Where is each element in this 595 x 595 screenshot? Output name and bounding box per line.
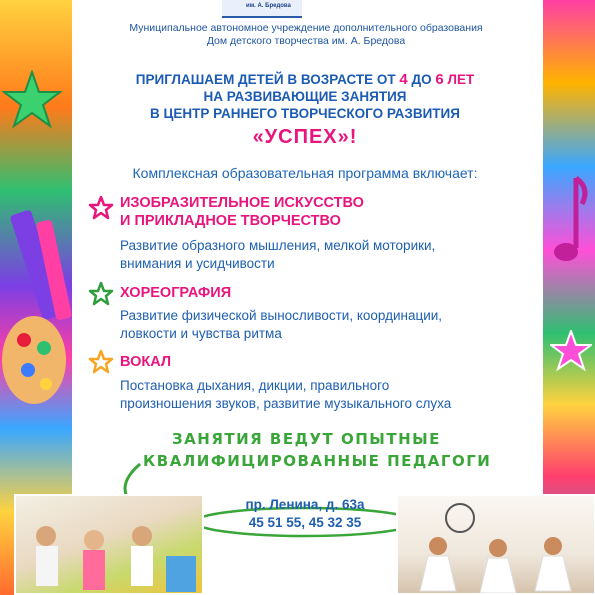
green-star-icon (88, 281, 114, 307)
green-star-decoration (2, 70, 62, 130)
music-note-decoration (548, 170, 592, 280)
invitation-age-prefix: ПРИГЛАШАЕМ ДЕТЕЙ В ВОЗРАСТЕ ОТ (135, 72, 400, 87)
children-illustration (16, 496, 204, 595)
teachers-line-1: ЗАНЯТИЯ ВЕДУТ ОПЫТНЫЕ (172, 430, 441, 448)
orange-star-icon (88, 349, 114, 375)
program-item-dance-title: ХОРЕОГРАФИЯ (120, 285, 232, 301)
invitation-line-2: НА РАЗВИВАЮЩИЕ ЗАНЯТИЯ (203, 89, 407, 104)
photo-dance-class (396, 494, 595, 595)
program-item-art-title-1: ИЗОБРАЗИТЕЛЬНОЕ ИСКУССТВО (120, 195, 364, 211)
invitation-age-max: 6 (435, 71, 444, 88)
program-item-vocal-desc-2: произношения звуков, развитие музыкального слуха (120, 396, 452, 411)
phones-text: 45 51 55, 45 32 35 (248, 515, 362, 530)
invitation-age-suffix: ЛЕТ (443, 72, 475, 87)
contact-block (210, 496, 400, 540)
palette-decoration (0, 300, 72, 420)
address-text: пр. Ленина, д. 63а (245, 497, 365, 512)
photo-art-class (14, 494, 204, 595)
program-intro: Комплексная образовательная программа включает: (132, 165, 478, 181)
organization-line-2: Дом детского творчества им. А. Бредова (206, 35, 406, 47)
invitation-line-1 (90, 72, 520, 88)
program-item-vocal-title: ВОКАЛ (120, 354, 172, 370)
center-name: «УСПЕХ»! (252, 126, 358, 148)
pink-star-icon (88, 195, 114, 221)
organization-line-1: Муниципальное автономное учреждение дополнительного образования (129, 22, 483, 34)
invitation-age-to: ДО (407, 72, 436, 87)
program-item-art-desc-2: внимания и усидчивости (120, 256, 275, 271)
teachers-line-2: КВАЛИФИЦИРОВАННЫЕ ПЕДАГОГИ (143, 452, 492, 470)
invitation-age-min: 4 (399, 71, 408, 88)
program-item-art-desc-1: Развитие образного мышления, мелкой моторики, (120, 238, 436, 253)
program-item-art-title-2: И ПРИКЛАДНОЕ ТВОРЧЕСТВО (120, 213, 341, 229)
program-item-dance-desc-2: ловкости и чувства ритма (120, 326, 282, 341)
dancers-illustration (398, 496, 595, 595)
logo-caption: им. А. Бредова (246, 3, 291, 9)
pink-star-decoration (550, 330, 592, 372)
program-item-dance-desc-1: Развитие физической выносливости, координации, (120, 308, 443, 323)
invitation-line-3: В ЦЕНТР РАННЕГО ТВОРЧЕСКОГО РАЗВИТИЯ (150, 106, 460, 121)
program-item-vocal-desc-1: Постановка дыхания, дикции, правильного (120, 378, 390, 393)
